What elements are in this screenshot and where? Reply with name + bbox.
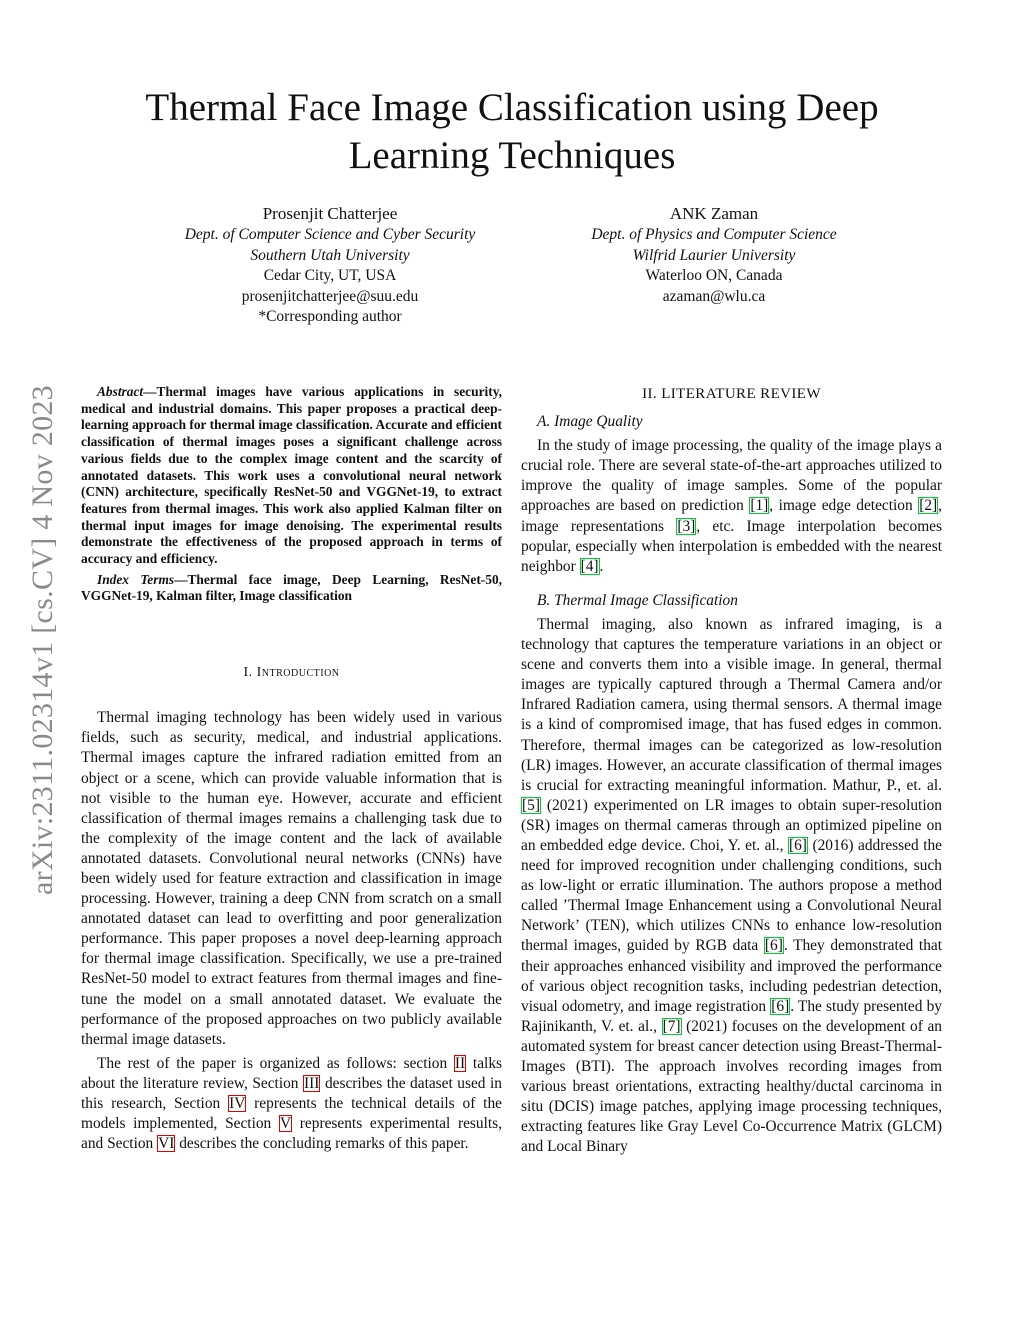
author-email: azaman@wlu.ca: [662, 287, 766, 305]
text-run: . They demonstrated that their approaches enhanced visibility and improved the performance of various object recognition tasks, including pedestrian detection, visual odometry, and image registration: [521, 937, 942, 1015]
citation-link[interactable]: [6]: [764, 937, 783, 955]
section-number: II.: [642, 386, 658, 402]
text-run: (2021) focuses on the development of an automated system for breast cancer detection using Breast-Thermal-Images (BTI). The approach involves recording images from various breast orientations, extracting healthy/ductal carcinoma in situ (DCIS) image patches, applying image processing techniques, extracting features like Gray Level Co-Occurrence Matrix (GLCM) and Local Binary: [521, 1017, 943, 1156]
author-name: ANK Zaman: [669, 204, 759, 223]
author-dept: Dept. of Physics and Computer Science: [591, 226, 837, 243]
author-university: Wilfrid Laurier University: [632, 246, 796, 264]
text-run: , image edge detection: [769, 497, 919, 515]
section-title: LITERATURE REVIEW: [661, 386, 821, 402]
section-heading-literature-review: [521, 384, 942, 404]
index-terms-label: Index Terms: [97, 571, 175, 587]
section-title: Introduction: [256, 665, 340, 681]
text-run: represents experimental results, and Section: [81, 1115, 502, 1153]
section-link-vi[interactable]: VI: [158, 1135, 175, 1153]
section-link-iv[interactable]: IV: [229, 1095, 246, 1113]
intro-paragraph-2: [81, 1054, 502, 1154]
text-run: .: [599, 557, 604, 575]
citation-link[interactable]: [4]: [580, 557, 599, 575]
image-quality-paragraph: [521, 436, 942, 577]
index-terms-text: —Thermal face image, Deep Learning, ResNet-50, VGGNet-19, Kalman filter, Image classification: [81, 571, 502, 604]
text-run: represents the technical details of the models implemented, Section: [81, 1095, 502, 1133]
citation-link[interactable]: [5]: [522, 796, 540, 814]
arxiv-identifier: [18, 350, 68, 930]
section-link-ii[interactable]: II: [454, 1054, 466, 1072]
text-run: In the study of image processing, the quality of the image plays a crucial role. There are several state-of-the-art approaches utilized to improve the quality of image samples. Some of the popular approaches are based on prediction: [521, 437, 942, 515]
citation-link[interactable]: [2]: [919, 497, 938, 515]
author-location: Cedar City, UT, USA: [263, 267, 397, 285]
text-run: . The study presented by Rajinikanth, V. et. al.,: [521, 997, 942, 1035]
index-terms: [81, 572, 502, 605]
intro-paragraph-1: Thermal imaging technology has been widely used in various fields, such as security, medical, and industrial applications. Thermal images capture the infrared radiation emitted from an object or a scene, which can provide valuable information that is not visible to the human eye. However, accurate and efficient classification of thermal images remains a challenging task due to the complexity of the image content and the lack of available annotated datasets. Convolutional neural networks (CNNs) have been widely used for feature extraction and classification in image processing. However, training a deep CNN from scratch on a small annotated dataset can lead to overfitting and poor generalization performance. This paper proposes a novel deep-learning approach for thermal image classification. Specifically, we use a pre-trained ResNet-50 model to extract features from thermal images and fine-tune the model on a small annotated dataset. We evaluate the performance of the proposed approaches on two publicly available thermal image datasets.: [81, 709, 502, 1048]
subsection-image-quality: A. Image Quality: [537, 413, 643, 431]
citation-link[interactable]: [6]: [788, 836, 807, 854]
author-email: prosenjitchatterjee@suu.edu: [241, 287, 419, 305]
section-number: I.: [243, 665, 253, 681]
citation-link[interactable]: [6]: [771, 997, 790, 1015]
text-run: , image representations: [521, 497, 942, 535]
citation-link[interactable]: [7]: [662, 1017, 681, 1035]
text-run: (2021) experimented on LR images to obtain super-resolution (SR) images on thermal cameras through an optimized pipeline on an embedded edge device. Choi, Y. et. al.,: [521, 796, 942, 854]
text-run: (2016) addressed the need for improved recognition under challenging conditions, such as low-light or erratic illumination. The authors propose a method called ’Thermal Image Enhancement using a Convolutional Neural Network’ (TEN), which utilizes CNNs to enhance low-resolution thermal images, guided by RGB data: [521, 836, 943, 955]
arxiv-id-text: arXiv:2311.02314v1 [cs.CV] 4 Nov 2023: [26, 385, 59, 895]
left-column: [81, 384, 502, 1158]
text-run: talks about the literature review, Section: [81, 1054, 502, 1092]
text-run: describes the concluding remarks of this paper.: [175, 1135, 469, 1153]
section-heading-introduction: [81, 663, 502, 683]
author-university: Southern Utah University: [250, 246, 410, 264]
thermal-classification-paragraph: [521, 615, 942, 1158]
citation-link[interactable]: [1]: [750, 497, 769, 515]
text-run: The rest of the paper is organized as follows: section: [97, 1054, 454, 1072]
author-name: Prosenjit Chatterjee: [262, 204, 398, 223]
citation-link[interactable]: [3]: [677, 517, 696, 535]
abstract: [81, 384, 502, 568]
text-run: Thermal imaging, also known as infrared imaging, is a technology that captures the temperature variations in an object or scene and converts them into a visible image. In general, thermal images are typically captured through a Thermal Camera and/or Infrared Radiation camera, using thermal sensors. A thermal image is a kind of compromised image, that has fused edges in common. Therefore, thermal images can be categorized as low-resolution (LR) images. However, an accurate classification of thermal images is crucial for extracting meaningful information. Mathur, P., et. al.: [521, 615, 942, 794]
section-link-v[interactable]: V: [279, 1115, 292, 1133]
author-location: Waterloo ON, Canada: [645, 267, 783, 285]
paper-title: Thermal Face Image Classification using Deep Learning Techniques: [145, 86, 879, 177]
abstract-text: —Thermal images have various applications in security, medical and industrial domains. This paper proposes a practical deep-learning approach for thermal image classification. Accurate and efficient classification of thermal images poses a significant challenge across various fields due to the complex image content and the scarcity of annotated datasets. This work uses a convolutional neural network (CNN) architecture, specifically ResNet-50 and VGGNet-19, to extract features from thermal images. This work also applied Kalman filter on thermal input images for image denoising. The experimental results demonstrate the effectiveness of the proposed approach in terms of accuracy and efficiency.: [81, 384, 502, 567]
text-run: describes the dataset used in this research, Section: [81, 1074, 502, 1113]
subsection-thermal-classification: B. Thermal Image Classification: [537, 591, 738, 609]
author-block-2: [504, 203, 924, 307]
corresponding-note: *Corresponding author: [258, 308, 402, 326]
abstract-label: Abstract: [97, 384, 144, 399]
author-block-1: [120, 203, 540, 328]
author-dept: Dept. of Computer Science and Cyber Security: [184, 226, 476, 243]
text-run: , etc. Image interpolation becomes popular, especially when interpolation is embedded with the nearest neighbor: [521, 517, 943, 575]
right-column: [521, 384, 942, 1161]
section-link-iii[interactable]: III: [304, 1074, 320, 1092]
